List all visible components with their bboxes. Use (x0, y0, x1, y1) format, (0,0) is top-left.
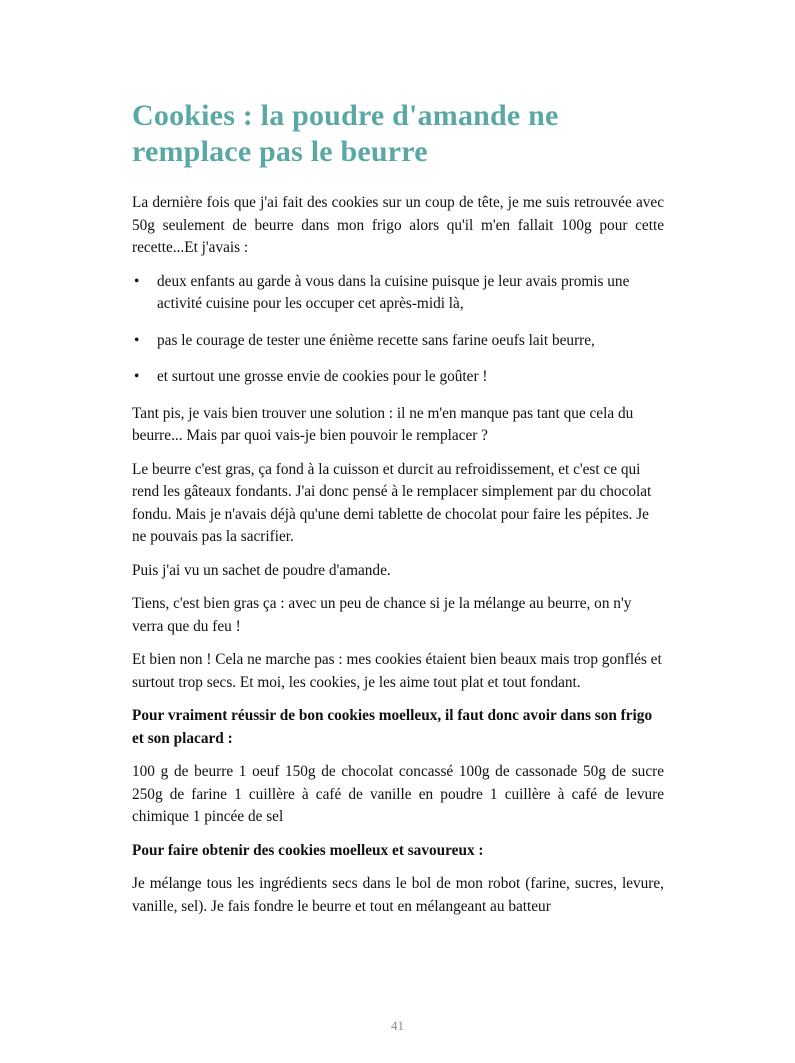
list-item (132, 330, 664, 353)
list-item-text: pas le courage de tester une énième recette sans farine oeufs lait beurre, (157, 331, 595, 349)
method-paragraph: Je mélange tous les ingrédients secs dans le bol de mon robot (farine, sucres, levure, vanille, sel). Je fais fondre le beurre et tout en mélangeant au batteur (132, 875, 664, 915)
list-item-text: et surtout une grosse envie de cookies pour le goûter ! (157, 368, 488, 385)
paragraph: Et bien non ! Cela ne marche pas : mes cookies étaient bien beaux mais trop gonflés et surtout trop secs. Et moi, les cookies, je les aime tout plat et tout fondant. (132, 651, 662, 691)
bullet-icon: • (134, 272, 140, 290)
list-item (132, 366, 664, 389)
bullet-icon: • (134, 331, 140, 349)
paragraph: Le beurre c'est gras, ça fond à la cuisson et durcit au refroidissement, et c'est ce qui rend les gâteaux fondants. J'ai donc pensé à le remplacer simplement par du chocolat fondu. Mais je n'avais déjà qu'une demi tablette de chocolat pour faire les pépites. Je ne pouvais pas la sacrifier. (132, 460, 652, 545)
paragraph: Tiens, c'est bien gras ça : avec un peu de chance si je la mélange au beurre, on n'y verra que du feu ! (132, 595, 632, 635)
list-item-text: deux enfants au garde à vous dans la cuisine puisque je leur avais promis une activité cuisine pour les occuper cet après-midi là, (157, 272, 630, 312)
page-title: Cookies : la poudre d'amande ne remplace pas le beurre (132, 99, 559, 168)
paragraph: Tant pis, je vais bien trouver une solution : il ne m'en manque pas tant que cela du beurre... Mais par quoi vais-je bien pouvoir le remplacer ? (132, 404, 634, 444)
paragraph: Puis j'ai vu un sachet de poudre d'amande. (132, 561, 391, 579)
intro-paragraph: La dernière fois que j'ai fait des cookies sur un coup de tête, je me suis retrouvée avec 50g seulement de beurre dans mon frigo alors qu'il m'en fallait 100g pour cette recette...Et j'avais : (132, 194, 664, 256)
ingredients-heading: Pour vraiment réussir de bon cookies moelleux, il faut donc avoir dans son frigo et son placard : (132, 707, 653, 747)
bullet-icon: • (134, 368, 140, 385)
ingredients-paragraph: 100 g de beurre 1 oeuf 150g de chocolat concassé 100g de cassonade 50g de sucre 250g de farine 1 cuillère à café de vanille en poudre 1 cuillère à café de levure chimique 1 pincée de sel (132, 763, 664, 825)
bullet-list (132, 271, 664, 389)
method-heading: Pour faire obtenir des cookies moelleux et savoureux : (132, 841, 484, 859)
list-item (132, 271, 664, 316)
page-number: 41 (391, 1018, 404, 1033)
document-page (132, 98, 664, 929)
